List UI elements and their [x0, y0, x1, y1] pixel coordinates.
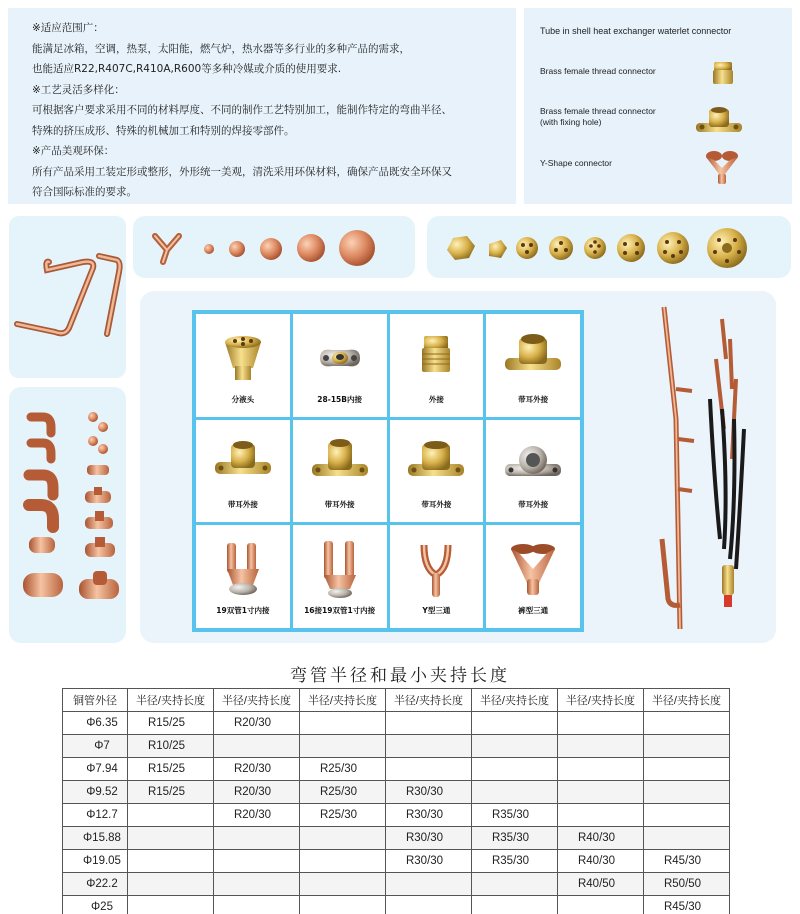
radius-cell [643, 827, 729, 850]
manifold-assembly-image [640, 299, 770, 639]
radius-cell: R30/30 [385, 827, 471, 850]
table-row [63, 781, 730, 804]
radius-cell: R30/30 [385, 850, 471, 873]
diameter-cell: Φ22.2 [63, 873, 128, 896]
fitting-label: 28-15B内接 [317, 394, 362, 404]
legend-item-brass-female: Brass female thread connector [540, 66, 656, 76]
intro-line: 也能适应R22,R407C,R410A,R600等多种冷媒或介质的使用要求. [32, 63, 342, 75]
legend-item-y-shape: Y-Shape connector [540, 158, 612, 168]
header-cell: 半径/夹持长度 [299, 689, 385, 712]
radius-cell [471, 758, 557, 781]
intro-panel [8, 8, 516, 204]
fitting-label: 带耳外接 [421, 500, 452, 510]
radius-cell: R40/30 [557, 850, 643, 873]
dual-tube-connector-image [213, 539, 273, 603]
radius-cell [471, 896, 557, 914]
y-shape-connector-image [702, 148, 742, 188]
radius-cell [299, 873, 385, 896]
diameter-cell: Φ25 [63, 896, 128, 914]
radius-cell: R40/30 [557, 827, 643, 850]
radius-cell [557, 804, 643, 827]
table-title: 弯管半径和最小夹持长度 [290, 666, 510, 686]
radius-cell: R20/30 [213, 712, 299, 735]
fitting-label: 外接 [428, 394, 444, 404]
table-row [63, 735, 730, 758]
radius-cell [643, 735, 729, 758]
distributor-heads-panel [427, 216, 791, 278]
intro-heading-process: ※工艺灵活多样化： [32, 83, 125, 96]
brass-female-connector-image [708, 60, 738, 88]
radius-cell: R45/30 [643, 850, 729, 873]
radius-cell [127, 873, 213, 896]
radius-cell [643, 712, 729, 735]
radius-cell [643, 804, 729, 827]
radius-cell [127, 850, 213, 873]
diameter-cell: Φ9.52 [63, 781, 128, 804]
table-row [63, 712, 730, 735]
table-row [63, 873, 730, 896]
radius-cell [299, 712, 385, 735]
flange-fitting-image [310, 328, 370, 388]
radius-cell: R20/30 [213, 781, 299, 804]
intro-line: 能满足冰箱，空调，热泵，太阳能，燃气炉，热水器等多行业的多种产品的需求， [32, 42, 410, 55]
radius-cell [127, 827, 213, 850]
eared-male-connector-image [501, 434, 565, 494]
diameter-cell: Φ19.05 [63, 850, 128, 873]
radius-cell: R15/25 [127, 758, 213, 781]
header-cell: 半径/夹持长度 [213, 689, 299, 712]
diameter-cell: Φ7.94 [63, 758, 128, 781]
fitting-label: 裤型三通 [518, 605, 549, 615]
intro-heading-appearance: ※产品美观环保： [32, 145, 115, 157]
copper-caps-image [133, 216, 415, 278]
radius-cell [213, 735, 299, 758]
fitting-label: Y型三通 [422, 605, 451, 615]
diameter-cell: Φ7 [63, 735, 128, 758]
bent-tube-image [9, 216, 126, 378]
intro-line: 所有产品采用工装定形或整形，外形统一美观，清洗采用环保材料，确保产品既安全环保又 [32, 165, 452, 178]
radius-cell: R10/25 [127, 735, 213, 758]
table-row [63, 827, 730, 850]
header-cell: 半径/夹持长度 [385, 689, 471, 712]
radius-cell: R45/30 [643, 896, 729, 914]
intro-line: 可根据客户要求采用不同的材料厚度、不同的制作工艺特别加工，能制作特定的弯曲半径、 [32, 104, 452, 116]
radius-cell: R40/50 [557, 873, 643, 896]
y-tee-image [406, 539, 466, 603]
fitting-label: 带耳外接 [324, 500, 355, 510]
radius-cell: R35/30 [471, 850, 557, 873]
radius-cell: R30/30 [385, 781, 471, 804]
fitting-cell [196, 314, 290, 417]
radius-cell [299, 735, 385, 758]
radius-cell [299, 896, 385, 914]
radius-cell: R25/30 [299, 804, 385, 827]
eared-male-connector-image [501, 328, 565, 388]
eared-male-connector-image [404, 434, 468, 494]
fitting-cell [293, 314, 387, 417]
radius-cell [385, 758, 471, 781]
fitting-label: 带耳外接 [518, 394, 549, 404]
radius-cell [471, 873, 557, 896]
fitting-cell [486, 525, 580, 628]
fitting-cell [293, 420, 387, 523]
legend-title: Tube in shell heat exchanger waterlet connector [540, 26, 732, 36]
radius-cell [471, 712, 557, 735]
bent-tube-panel [9, 216, 126, 378]
elbows-tees-panel [9, 387, 126, 643]
legend-item-brass-female-hole-note: (with fixing hole) [540, 117, 602, 127]
radius-cell: R15/25 [127, 781, 213, 804]
fitting-cell [486, 314, 580, 417]
radius-cell [643, 781, 729, 804]
fitting-cell [293, 525, 387, 628]
diameter-cell: Φ15.88 [63, 827, 128, 850]
radius-cell [213, 850, 299, 873]
copper-caps-panel [133, 216, 415, 278]
radius-cell: R35/30 [471, 804, 557, 827]
radius-cell [557, 781, 643, 804]
table-row [63, 804, 730, 827]
header-cell: 半径/夹持长度 [643, 689, 729, 712]
brass-female-hole-connector-image [694, 106, 744, 136]
fitting-label: 16接19双管1寸内接 [304, 605, 376, 615]
radius-cell [299, 850, 385, 873]
radius-cell [299, 827, 385, 850]
male-connector-image [406, 328, 466, 388]
fitting-label: 带耳外接 [227, 500, 258, 510]
radius-cell [385, 896, 471, 914]
radius-cell [127, 804, 213, 827]
fitting-cell [390, 420, 484, 523]
fitting-cell [196, 420, 290, 523]
intro-line: 特殊的挤压成形、特殊的机械加工和特别的焊接零部件。 [32, 124, 295, 137]
table-row [63, 850, 730, 873]
radius-cell [213, 827, 299, 850]
fitting-cell [196, 525, 290, 628]
intro-heading-scope: ※适应范围广： [32, 22, 104, 34]
radius-cell [385, 712, 471, 735]
table-header-row [63, 689, 730, 712]
radius-cell [127, 896, 213, 914]
eared-male-connector-image [308, 434, 372, 494]
radius-cell: R15/25 [127, 712, 213, 735]
radius-cell [213, 896, 299, 914]
fitting-label: 19双管1寸内接 [216, 605, 270, 615]
table-row [63, 896, 730, 914]
trouser-tee-image [503, 539, 563, 603]
radius-cell [557, 712, 643, 735]
radius-cell [385, 873, 471, 896]
radius-cell [213, 873, 299, 896]
radius-cell: R30/30 [385, 804, 471, 827]
diameter-cell: Φ12.7 [63, 804, 128, 827]
radius-cell: R20/30 [213, 804, 299, 827]
dual-tube-connector-image [310, 539, 370, 603]
header-cell: 半径/夹持长度 [127, 689, 213, 712]
legend-item-brass-female-hole: Brass female thread connector [540, 106, 656, 116]
fitting-label: 分液头 [231, 394, 255, 404]
header-cell: 铜管外径 [63, 689, 128, 712]
intro-line: 符合国际标准的要求。 [32, 186, 137, 198]
radius-cell [643, 758, 729, 781]
connector-legend [524, 8, 792, 204]
table-row [63, 758, 730, 781]
radius-cell [471, 735, 557, 758]
distributor-heads-image [427, 216, 791, 278]
fitting-label: 带耳外接 [518, 500, 549, 510]
fitting-cell [390, 525, 484, 628]
radius-cell: R35/30 [471, 827, 557, 850]
radius-cell [557, 758, 643, 781]
radius-cell [385, 735, 471, 758]
radius-cell [557, 735, 643, 758]
table-body [63, 712, 730, 914]
fitting-cell [486, 420, 580, 523]
radius-cell: R20/30 [213, 758, 299, 781]
radius-cell [557, 896, 643, 914]
fittings-grid [192, 310, 584, 632]
radius-cell: R50/50 [643, 873, 729, 896]
header-cell: 半径/夹持长度 [471, 689, 557, 712]
radius-cell [471, 781, 557, 804]
header-cell: 半径/夹持长度 [557, 689, 643, 712]
bend-radius-table [62, 688, 730, 914]
radius-cell: R25/30 [299, 781, 385, 804]
eared-male-connector-image [211, 434, 275, 494]
diameter-cell: Φ6.35 [63, 712, 128, 735]
distributor-fitting-image [213, 328, 273, 388]
radius-cell: R25/30 [299, 758, 385, 781]
fitting-cell [390, 314, 484, 417]
elbows-tees-image [9, 387, 126, 643]
